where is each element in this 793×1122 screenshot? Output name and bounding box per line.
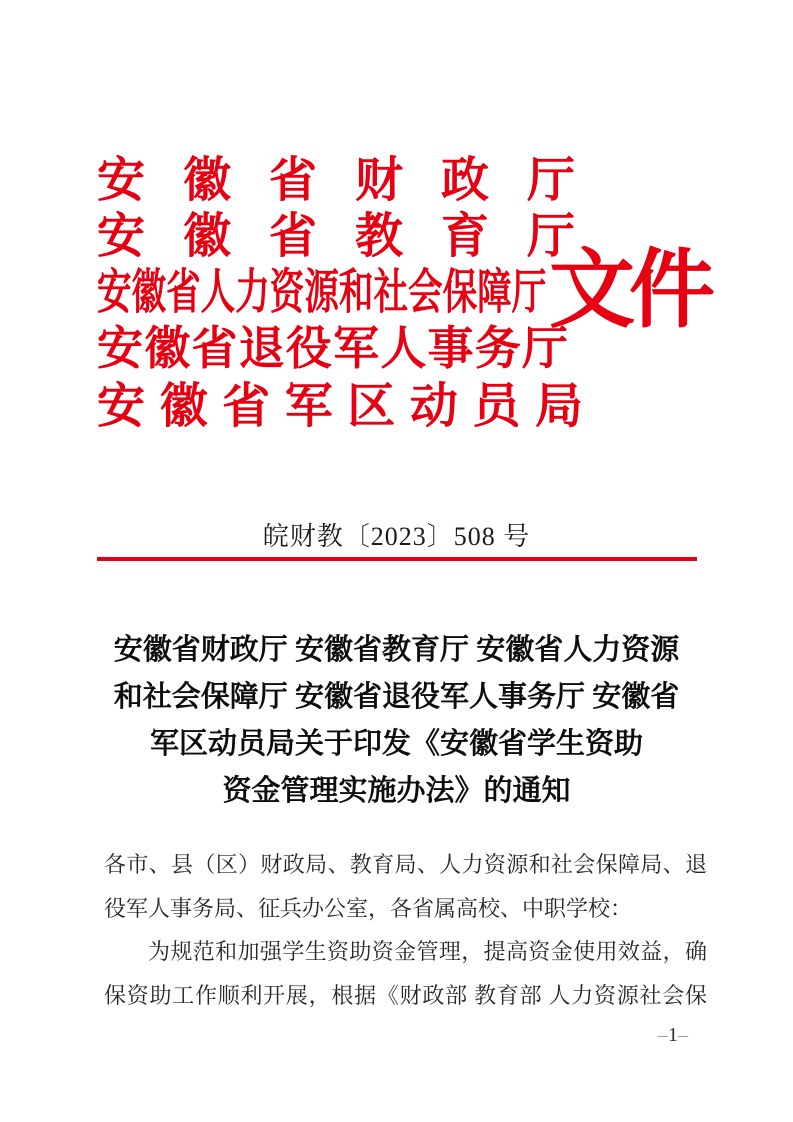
letterhead-agency-line-5: 安徽省军区动员局	[97, 380, 583, 433]
body-line-2: 役军人事务局、征兵办公室，各省属高校、中职学校：	[104, 895, 633, 921]
title-line-2: 和社会保障厅 安徽省退役军人事务厅 安徽省	[113, 681, 680, 713]
document-body	[104, 843, 707, 1017]
body-line-1: 各市、县（区）财政局、教育局、人力资源和社会保障局、退	[104, 852, 707, 877]
letterhead-doc-type-label: 文件	[549, 242, 709, 338]
title-line-3: 军区动员局关于印发《安徽省学生资助	[149, 728, 643, 760]
body-line-3: 为规范和加强学生资助资金管理，提高资金使用效益，确	[148, 939, 707, 964]
page-number-value: 1	[668, 1024, 678, 1046]
page-number-dash-right: –	[678, 1024, 688, 1046]
red-divider-line	[97, 557, 697, 561]
letterhead-agency-line-1: 安徽省财政厅	[97, 154, 575, 207]
document-number: 皖财教〔2023〕508 号	[262, 522, 531, 551]
title-line-4: 资金管理实施办法》的通知	[222, 775, 571, 807]
page-number	[637, 1023, 709, 1047]
title-line-1: 安徽省财政厅 安徽省教育厅 安徽省人力资源	[113, 634, 680, 666]
letterhead-agency-line-2: 安徽省教育厅	[97, 210, 575, 263]
document-title	[0, 627, 793, 815]
letterhead-agency-line-3-text: 安徽省人力资源和社会保障厅	[97, 266, 547, 319]
body-line-4: 保资助工作顺利开展，根据《财政部 教育部 人力资源社会保	[104, 982, 707, 1008]
letterhead-agency-line-4: 安徽省退役军人事务厅	[97, 323, 568, 374]
page-number-dash-left: –	[658, 1024, 668, 1046]
